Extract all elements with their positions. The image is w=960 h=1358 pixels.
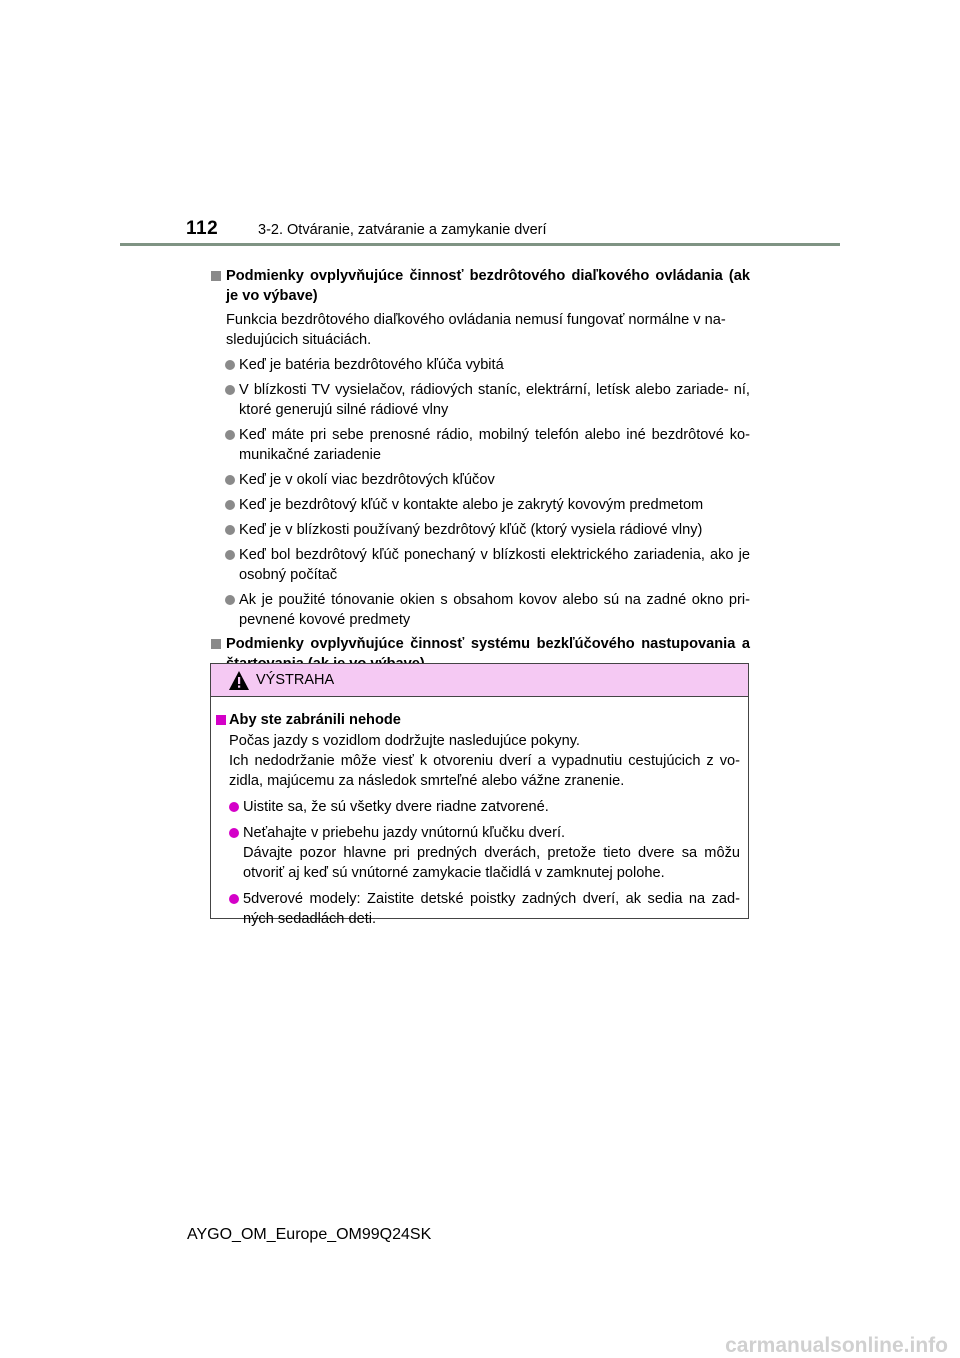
warning-header (211, 664, 748, 697)
circle-bullet-icon (225, 525, 235, 535)
header-rule (120, 243, 840, 246)
list-item (210, 495, 750, 515)
section-title: 3-2. Otváranie, zatváranie a zamykanie dverí (258, 222, 547, 238)
circle-bullet-icon (225, 500, 235, 510)
list-item-text: Keď je v okolí viac bezdrôtových kľúčov (239, 472, 495, 488)
list-item-text: Keď máte pri sebe prenosné rádio, mobilný telefón alebo iné bezdrôtové ko- munikačné zariadenie (239, 427, 750, 463)
circle-bullet-icon (229, 802, 239, 812)
footer-doc-id: AYGO_OM_Europe_OM99Q24SK (187, 1226, 432, 1243)
heading-text: Podmienky ovplyvňujúce činnosť systému bezkľúčového nastupovania a (226, 636, 750, 652)
square-bullet-icon (211, 639, 221, 649)
circle-bullet-icon (225, 550, 235, 560)
warning-text-line: Počas jazdy s vozidlom dodržujte nasledujúce pokyny. (229, 733, 580, 749)
page-number: 112 (186, 218, 219, 239)
warning-list-item (216, 823, 740, 883)
section-heading (210, 266, 750, 306)
circle-bullet-icon (225, 595, 235, 605)
warning-list-item-text: Uistite sa, že sú všetky dvere riadne zatvorené. (243, 799, 549, 815)
warning-box (210, 663, 749, 927)
intro-paragraph: Funkcia bezdrôtového diaľkového ovládania nemusí fungovať normálne v na- sledujúcich situáciách. (226, 312, 726, 348)
warning-triangle-icon (228, 670, 250, 691)
list-item (210, 520, 750, 540)
list-item-text: Ak je použité tónovanie okien s obsahom kovov alebo sú na zadné okno pri- pevnené kovové predmety (239, 592, 750, 628)
heading-text: Podmienky ovplyvňujúce činnosť bezdrôtového diaľkového ovládania (ak je vo výbave) (226, 268, 750, 304)
list-item (210, 590, 750, 630)
main-content (210, 265, 750, 701)
warning-list-item-text: Dávajte pozor hlavne pri predných dverách, pretože tieto dvere sa môžu otvoriť aj keď sú vnútorné zamykacie tlačidlá v zamknutej polohe. (243, 845, 740, 881)
list-item (210, 545, 750, 585)
list-item (210, 470, 750, 490)
list-item-text: Keď je batéria bezdrôtového kľúča vybitá (239, 357, 504, 373)
warning-list-item-text: 5dverové modely: Zaistite detské poistky zadných dverí, ak sedia na zad- ných sedadlách deti. (243, 891, 740, 927)
warning-title: VÝSTRAHA (256, 672, 335, 688)
list-item (210, 380, 750, 420)
warning-heading (216, 710, 740, 730)
square-bullet-icon (216, 715, 226, 725)
watermark (0, 1332, 960, 1358)
list-item-text: V blízkosti TV vysielačov, rádiových staníc, elektrární, letísk alebo zariade- ní, ktoré generujú silné rádiové vlny (239, 382, 750, 418)
circle-bullet-icon (225, 385, 235, 395)
list-item (210, 425, 750, 465)
warning-list-item-text: Neťahajte v priebehu jazdy vnútornú kľučku dverí. (243, 825, 566, 841)
circle-bullet-icon (225, 360, 235, 370)
warning-paragraph (216, 731, 740, 791)
list-item (210, 355, 750, 375)
square-bullet-icon (211, 271, 221, 281)
list-item-text: Keď bol bezdrôtový kľúč ponechaný v blízkosti elektrického zariadenia, ako je osobný počítač (239, 547, 750, 583)
watermark-text: carmanualsonline.info (725, 1334, 948, 1357)
warning-list-item (216, 797, 740, 817)
warning-body (211, 697, 748, 929)
circle-bullet-icon (229, 828, 239, 838)
warning-list-item (216, 889, 740, 929)
warning-text-line: Ich nedodržanie môže viesť k otvoreniu dverí a vypadnutiu cestujúcich z vo- zidla, majúcemu za následok smrteľné alebo vážne zranenie. (229, 753, 740, 789)
circle-bullet-icon (229, 894, 239, 904)
circle-bullet-icon (225, 430, 235, 440)
warning-heading-text: Aby ste zabránili nehode (229, 712, 401, 728)
list-item-text: Keď je bezdrôtový kľúč v kontakte alebo je zakrytý kovovým predmetom (239, 497, 704, 513)
list-item-text: Keď je v blízkosti používaný bezdrôtový kľúč (ktorý vysiela rádiové vlny) (239, 522, 703, 538)
circle-bullet-icon (225, 475, 235, 485)
